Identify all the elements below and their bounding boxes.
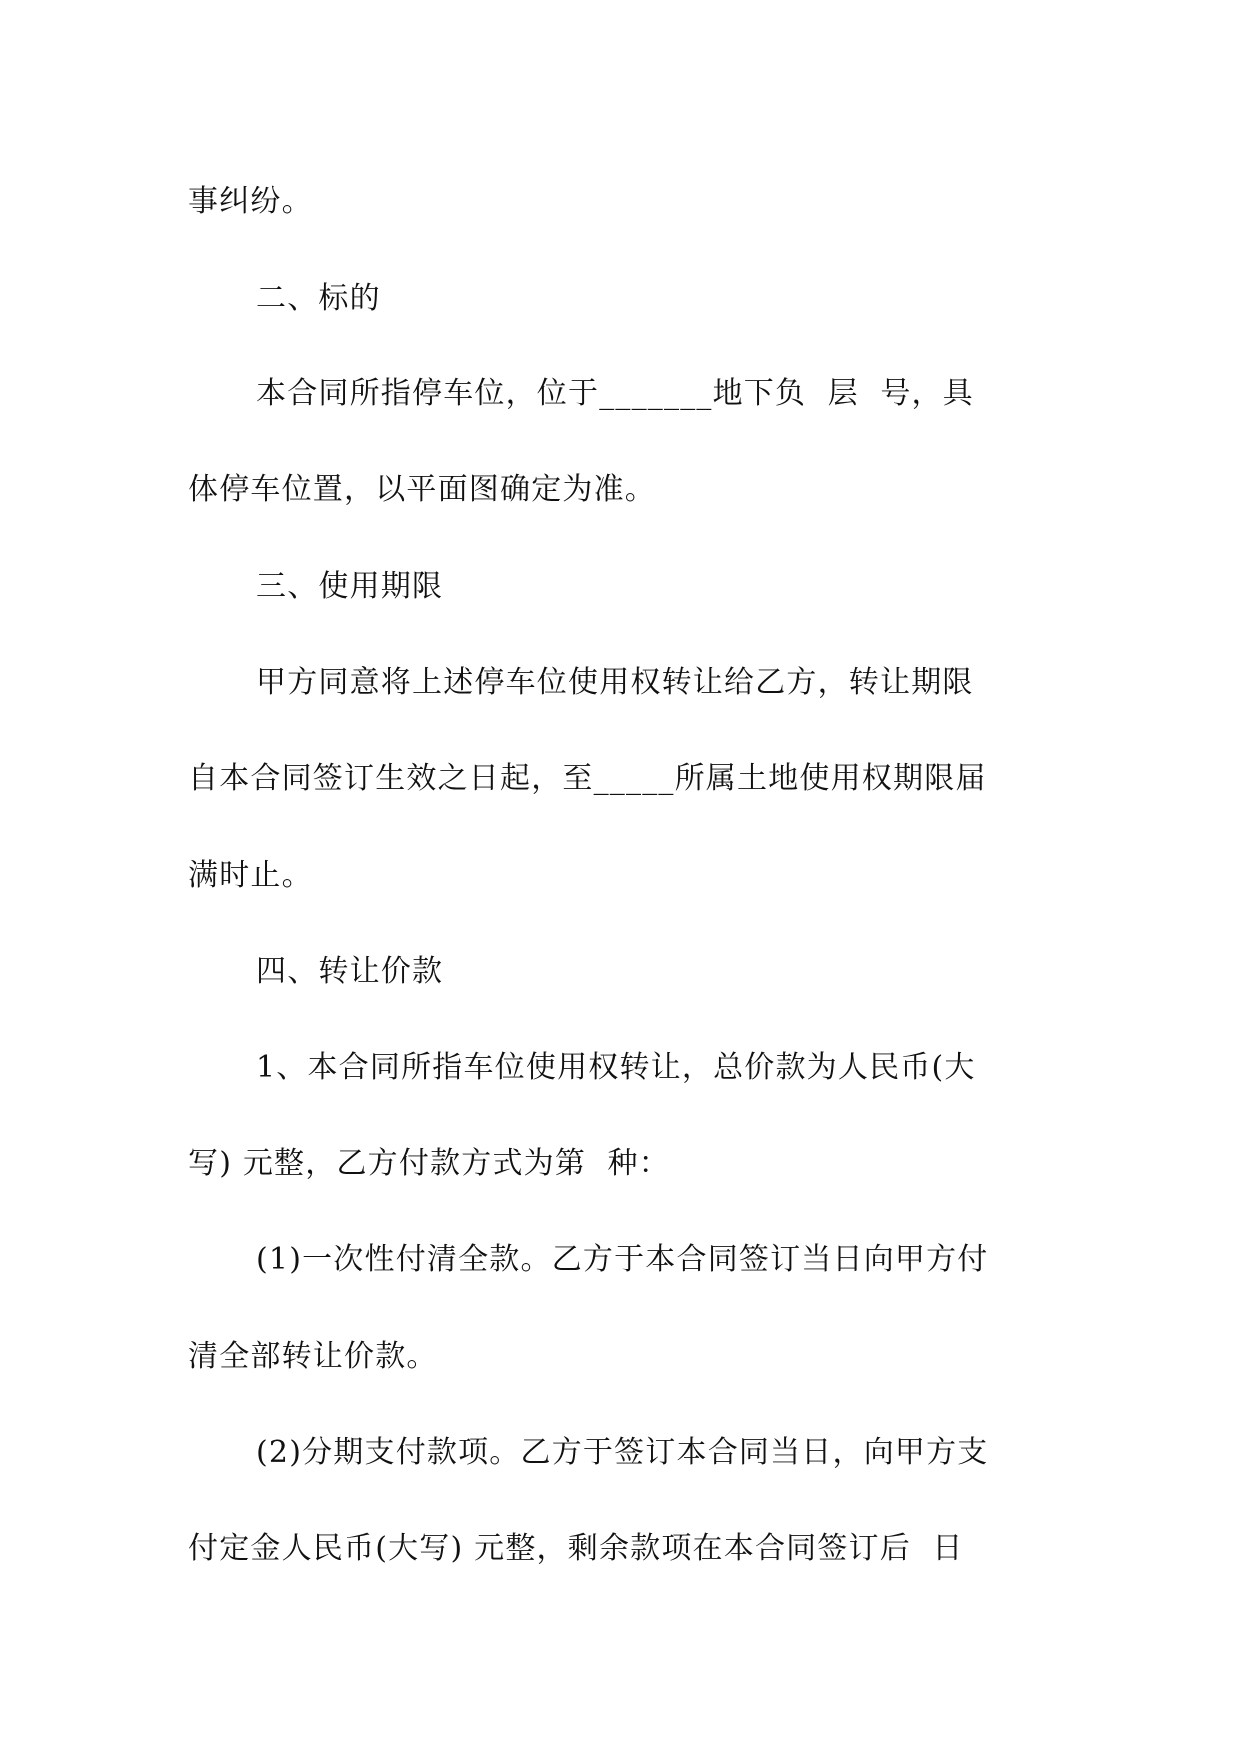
paragraph-line: 本合同所指停车位，位于_______地下负 层 号，具 (256, 376, 974, 411)
paragraph-line: 自本合同签订生效之日起，至_____所属土地使用权期限届 (188, 761, 987, 796)
section-heading-term: 三、使用期限 (256, 569, 444, 604)
paragraph-line: 清全部转让价款。 (188, 1339, 438, 1374)
paragraph-line: 甲方同意将上述停车位使用权转让给乙方，转让期限 (256, 665, 974, 700)
section-heading-price: 四、转让价款 (256, 954, 444, 989)
paragraph-line: 1、本合同所指车位使用权转让，总价款为人民币(大 (256, 1050, 976, 1085)
paragraph-line: 体停车位置，以平面图确定为准。 (188, 472, 656, 507)
paragraph-line: 满时止。 (188, 858, 313, 893)
section-heading-subject: 二、标的 (256, 281, 381, 316)
paragraph-line: 付定金人民币(大写) 元整，剩余款项在本合同签订后 日 (188, 1531, 964, 1566)
paragraph-line: (2)分期支付款项。乙方于签订本合同当日，向甲方支 (256, 1435, 989, 1470)
paragraph-line: 事纠纷。 (188, 184, 313, 219)
paragraph-line: (1)一次性付清全款。乙方于本合同签订当日向甲方付 (256, 1242, 989, 1277)
paragraph-line: 写) 元整，乙方付款方式为第 种： (188, 1146, 670, 1181)
